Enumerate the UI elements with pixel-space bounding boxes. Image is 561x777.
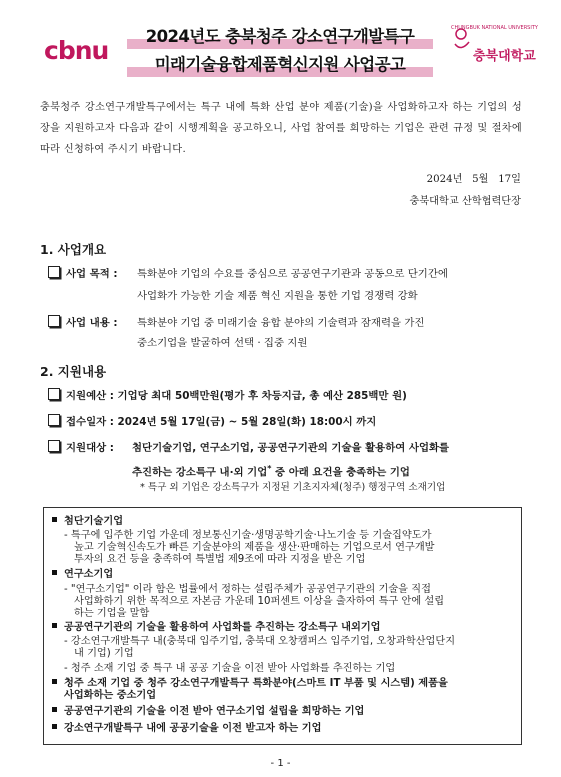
svg-text:CHUNGBUK NATIONAL UNIVERSITY: CHUNGBUK NATIONAL UNIVERSITY xyxy=(451,25,538,31)
box-item-title: 공공연구기관의 기술을 활용하여 사업화를 추진하는 강소특구 내외기업 xyxy=(52,622,381,635)
box-item-title: 연구소기업 xyxy=(52,569,113,582)
bullet-icon xyxy=(52,517,57,522)
logo-right-text: 충북대학교 xyxy=(473,49,536,64)
box-text: - 특구에 입주한 기업 가운데 정보통신기술·생명공학기술·나노기술 등 기술집약도가 xyxy=(64,530,432,541)
period-item: 접수일자 : 2024년 5월 17일(금) ~ 5월 28일(화) 18:00시 까지 xyxy=(48,412,376,433)
bullet-icon xyxy=(52,707,57,712)
purpose-line-1: 특화분야 기업의 수요를 중심으로 공공연구기관과 공동으로 단기간에 xyxy=(137,268,448,280)
checkbox-icon xyxy=(48,315,60,327)
bullet-icon xyxy=(52,679,57,684)
title-line-2: 미래기술융합제품혁신지원 사업공고 xyxy=(154,55,406,74)
content-item: 사업 내용 : xyxy=(48,313,118,334)
box-item-title: 강소연구개발특구 내에 공공기술을 이전 받고자 하는 기업 xyxy=(52,723,321,736)
title-line-1: 2024년도 충북청주 강소연구개발특구 xyxy=(145,27,415,46)
announcement-title xyxy=(127,22,433,80)
box-item-title: 청주 소재 기업 중 청주 강소연구개발특구 특화분야(스마트 IT 부품 및 시스템) 제품을 xyxy=(52,678,448,691)
purpose-line-2: 사업화가 가능한 기술 제품 혁신 지원을 통한 기업 경쟁력 강화 xyxy=(137,290,418,302)
box-text: 투자의 요건 등을 충족하여 특별법 제9조에 따라 지정을 받은 기업 xyxy=(74,554,366,565)
section-1-heading: 1. 사업개요 xyxy=(40,242,107,257)
budget-item: 지원예산 : 기업당 최대 50백만원(평가 후 차등지급, 총 예산 285백만 원) xyxy=(48,386,407,407)
bullet-icon xyxy=(52,623,57,628)
box-text: 높고 기술혁신속도가 빠른 기술분야의 제품을 생산·판매하는 기업으로서 연구개발 xyxy=(74,542,435,553)
issuing-organization: 충북대학교 산학협력단장 xyxy=(409,196,521,207)
intro-paragraph: 충북청주 강소연구개발특구에서는 특구 내에 특화 산업 분야 제품(기술)을 사업화하고자 하는 기업의 성장을 지원하고자 다음과 같이 시행계획을 공고하오니, 사업 참여를 희망하는 기업은 관련 규정 및 절차에 따라 신청하여 주시기 바랍니다. xyxy=(40,102,522,155)
box-text: 사업화하기 위한 목적으로 자본금 가운데 10퍼센트 이상을 출자하여 특구 안에 설립 xyxy=(74,596,445,607)
page-number: - 1 - xyxy=(270,758,291,769)
box-text: 하는 기업을 말함 xyxy=(74,608,150,619)
box-text: - 강소연구개발특구 내(충북대 입주기업, 충북대 오창캠퍼스 입주기업, 오창과학산업단지 xyxy=(64,636,456,647)
section-2-heading: 2. 지원내용 xyxy=(40,364,107,379)
bullet-icon xyxy=(52,724,57,729)
content-line-2: 중소기업을 발굴하여 선택 · 집중 지원 xyxy=(137,337,308,349)
target-line-1: 첨단기술기업, 연구소기업, 공공연구기관의 기술을 활용하여 사업화를 xyxy=(132,442,450,454)
box-text: 사업화하는 중소기업 xyxy=(64,690,157,701)
checkbox-icon xyxy=(48,388,60,400)
box-item-title: 공공연구기관의 기술을 이전 받아 연구소기업 설립을 희망하는 기업 xyxy=(52,706,364,719)
box-text: - 청주 소재 기업 중 특구 내 공공 기술을 이전 받아 사업화를 추진하는 기업 xyxy=(64,663,396,674)
target-note: * 특구 외 기업은 강소특구가 지정된 기초지자체(청주) 행정구역 소재기업 xyxy=(140,482,446,493)
content-line-1: 특화분야 기업 중 미래기술 융합 분야의 기술력과 잠재력을 가진 xyxy=(137,317,425,329)
announcement-date: 2024년 5월 17일 xyxy=(426,174,521,185)
target-line-2: 추진하는 강소특구 내·외 기업* 중 아래 요건을 충족하는 기업 xyxy=(132,464,410,479)
checkbox-icon xyxy=(48,266,60,278)
svg-text:cbnu: cbnu xyxy=(44,36,109,65)
checkbox-icon xyxy=(48,440,60,452)
chungbuk-university-logo xyxy=(447,22,538,72)
checkbox-icon xyxy=(48,414,60,426)
box-item-title: 첨단기술기업 xyxy=(52,516,123,529)
bullet-icon xyxy=(52,570,57,575)
purpose-item: 사업 목적 : xyxy=(48,264,118,285)
target-item: 지원대상 : xyxy=(48,438,114,459)
box-text: 내 기업) 기업 xyxy=(74,648,134,659)
box-text: - "연구소기업" 이라 함은 법률에서 정하는 설립주체가 공공연구기관의 기술을 직접 xyxy=(64,584,431,595)
cbnu-logo xyxy=(42,35,110,65)
eligibility-box xyxy=(43,507,522,745)
